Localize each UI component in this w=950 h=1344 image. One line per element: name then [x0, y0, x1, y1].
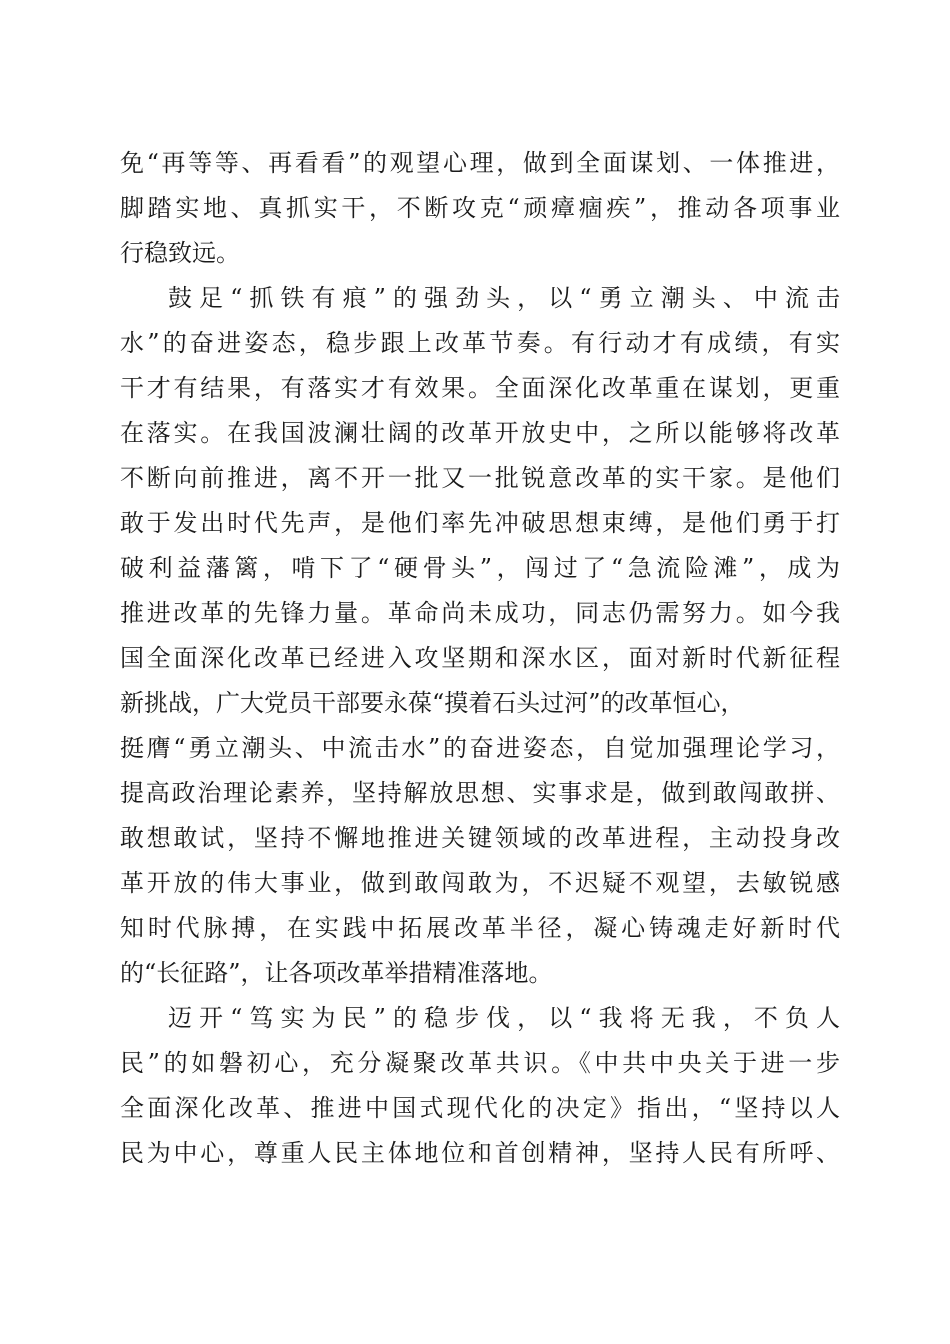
text-line: 不断向前推进，离不开一批又一批锐意改革的实干家。是他们	[120, 464, 840, 492]
text-line: 新挑战，广大党员干部要永葆“摸着石头过河”的改革恒心，	[120, 689, 745, 717]
text-line: 敢于发出时代先声，是他们率先冲破思想束缚，是他们勇于打	[120, 509, 840, 537]
paragraph-first-line: 迈开“笃实为民”的稳步伐，以“我将无我，不负人	[168, 1004, 840, 1032]
text-line: 民为中心，尊重人民主体地位和首创精神，坚持人民有所呼、	[120, 1139, 840, 1167]
text-line: 推进改革的先锋力量。革命尚未成功，同志仍需努力。如今我	[120, 599, 840, 627]
text-line: 脚踏实地、真抓实干，不断攻克“顽瘴痼疾”，推动各项事业	[120, 194, 840, 222]
text-line: 干才有结果，有落实才有效果。全面深化改革重在谋划，更重	[120, 374, 840, 402]
text-line: 民”的如磐初心，充分凝聚改革共识。《中共中央关于进一步	[120, 1049, 840, 1077]
text-line: 行稳致远。	[120, 239, 240, 267]
paragraph-first-line: 鼓足“抓铁有痕”的强劲头，以“勇立潮头、中流击	[168, 284, 840, 312]
text-line: 提高政治理论素养，坚持解放思想、实事求是，做到敢闯敢拼、	[120, 779, 840, 807]
text-line: 知时代脉搏，在实践中拓展改革半径，凝心铸魂走好新时代	[120, 914, 840, 942]
text-line: 革开放的伟大事业，做到敢闯敢为，不迟疑不观望，去敏锐感	[120, 869, 840, 897]
text-line: 在落实。在我国波澜壮阔的改革开放史中，之所以能够将改革	[120, 419, 840, 447]
text-line: 破利益藩篱，啃下了“硬骨头”，闯过了“急流险滩”，成为	[120, 554, 840, 582]
text-line: 水”的奋进姿态，稳步跟上改革节奏。有行动才有成绩，有实	[120, 329, 840, 357]
text-line: 免“再等等、再看看”的观望心理，做到全面谋划、一体推进，	[120, 149, 840, 177]
text-line: 敢想敢试，坚持不懈地推进关键领域的改革进程，主动投身改	[120, 824, 840, 852]
text-line: 挺膺“勇立潮头、中流击水”的奋进姿态，自觉加强理论学习，	[120, 734, 840, 762]
text-line: 国全面深化改革已经进入攻坚期和深水区，面对新时代新征程	[120, 644, 840, 672]
text-line: 的“长征路”，让各项改革举措精准落地。	[120, 959, 553, 987]
text-line: 全面深化改革、推进中国式现代化的决定》指出，“坚持以人	[120, 1094, 840, 1122]
